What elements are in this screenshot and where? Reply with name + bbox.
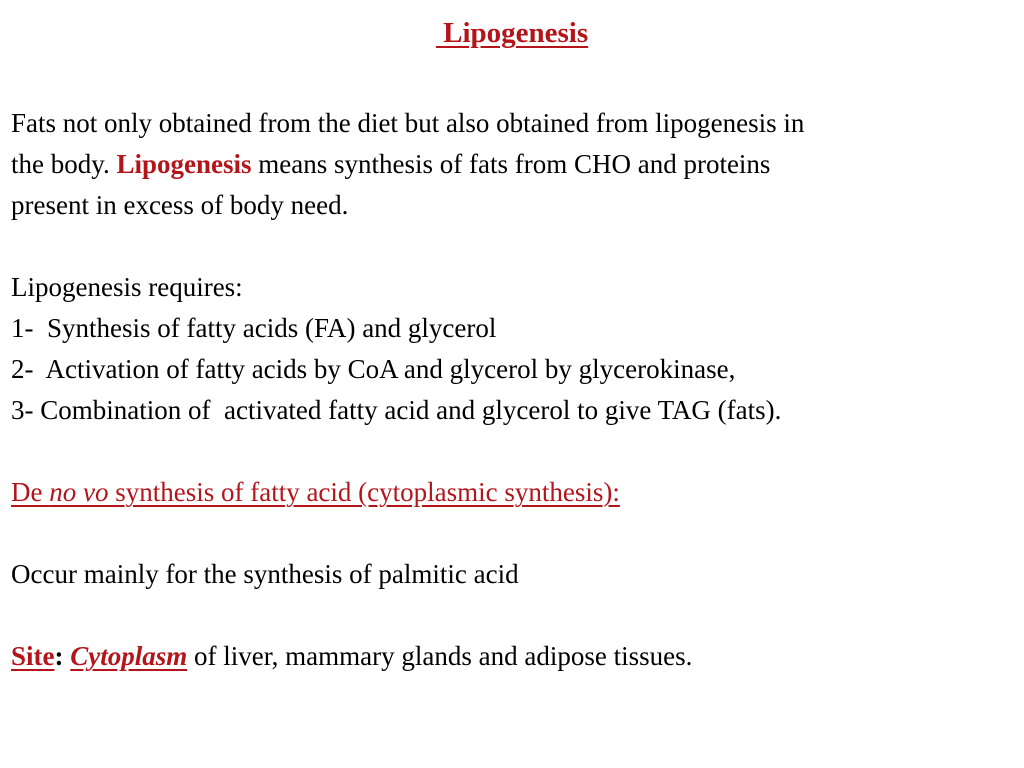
slide-title: Lipogenesis xyxy=(435,17,589,49)
intro-line-1: Fats not only obtained from the diet but also obtained from lipogenesis in xyxy=(11,108,805,138)
denovo-part-3: synthesis of fatty acid (cytoplasmic synthesis): xyxy=(108,477,620,507)
occur-line: Occur mainly for the synthesis of palmitic acid xyxy=(11,559,519,589)
denovo-part-1: De xyxy=(11,477,50,507)
requirement-item-2: 2- Activation of fatty acids by CoA and glycerol by glycerokinase, xyxy=(11,354,736,384)
intro-line-3: present in excess of body need. xyxy=(11,190,349,220)
denovo-part-2: no vo xyxy=(49,477,109,507)
intro-line-2 xyxy=(11,148,770,180)
site-line xyxy=(11,640,692,672)
site-rest: of liver, mammary glands and adipose tissues. xyxy=(187,641,693,671)
requirement-item-1: 1- Synthesis of fatty acids (FA) and glycerol xyxy=(11,313,497,343)
intro-line-2-suffix: means synthesis of fats from CHO and proteins xyxy=(251,149,771,179)
site-label: Site xyxy=(11,641,55,671)
cytoplasm-term: Cytoplasm xyxy=(70,641,188,671)
requirement-item-3: 3- Combination of activated fatty acid and glycerol to give TAG (fats). xyxy=(11,395,782,425)
requirements-heading: Lipogenesis requires: xyxy=(11,272,243,302)
lipogenesis-term: Lipogenesis xyxy=(116,149,252,179)
denovo-heading xyxy=(11,476,620,508)
intro-line-2-prefix: the body. xyxy=(11,149,117,179)
site-colon: : xyxy=(54,641,64,671)
